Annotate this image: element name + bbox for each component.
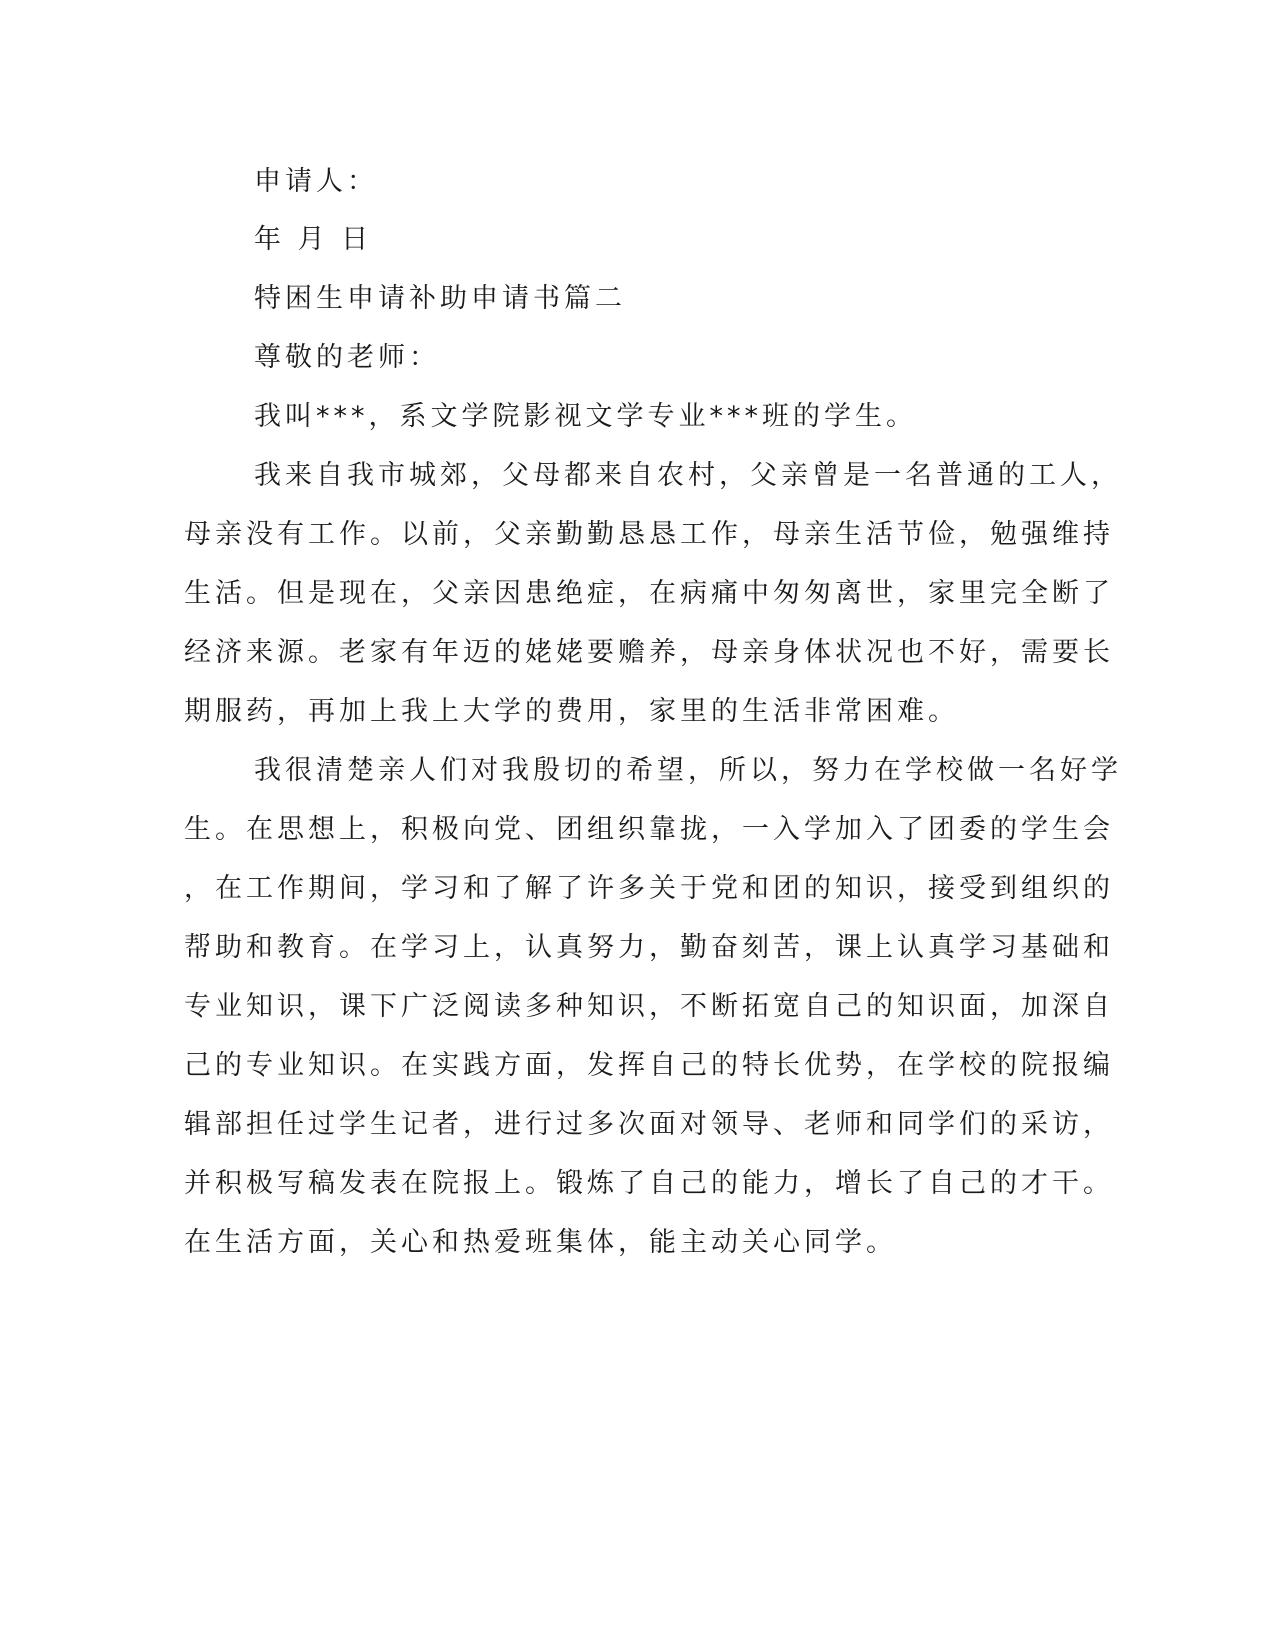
paragraph-line: 在生活方面，关心和热爱班集体，能主动关心同学。 (184, 1227, 897, 1258)
paragraph-line: 我很清楚亲人们对我殷切的希望，所以，努力在学校做一名好学 (254, 755, 1122, 786)
section-title: 特困生申请补助申请书篇二 (254, 283, 626, 314)
paragraph-line: 己的专业知识。在实践方面，发挥自己的特长优势，在学校的院报编 (184, 1050, 1114, 1081)
paragraph-line: 期服药，再加上我上大学的费用，家里的生活非常困难。 (184, 696, 959, 727)
paragraph-line: 帮助和教育。在学习上，认真努力，勤奋刻苦，课上认真学习基础和 (184, 932, 1114, 963)
paragraph-line: 生。在思想上，积极向党、团组织靠拢，一入学加入了团委的学生会 (184, 814, 1114, 845)
paragraph-line: 并积极写稿发表在院报上。锻炼了自己的能力，增长了自己的才干。 (184, 1168, 1114, 1199)
paragraph-line: ，在工作期间，学习和了解了许多关于党和团的知识，接受到组织的 (184, 873, 1114, 904)
intro-line: 我叫***，系文学院影视文学专业***班的学生。 (254, 401, 917, 432)
date-line: 年 月 日 (254, 224, 373, 255)
paragraph-line: 生活。但是现在，父亲因患绝症，在病痛中匆匆离世，家里完全断了 (184, 578, 1114, 609)
paragraph-line: 我来自我市城郊，父母都来自农村，父亲曾是一名普通的工人， (254, 460, 1122, 491)
paragraph-line: 专业知识，课下广泛阅读多种知识，不断拓宽自己的知识面，加深自 (184, 991, 1114, 1022)
paragraph-line: 辑部担任过学生记者，进行过多次面对领导、老师和同学们的采访， (184, 1109, 1114, 1140)
salutation: 尊敬的老师： (254, 342, 440, 373)
paragraph-line: 经济来源。老家有年迈的姥姥要赡养，母亲身体状况也不好，需要长 (184, 637, 1114, 668)
paragraph-line: 母亲没有工作。以前，父亲勤勤恳恳工作，母亲生活节俭，勉强维持 (184, 519, 1114, 550)
signature-label: 申请人： (254, 166, 378, 197)
